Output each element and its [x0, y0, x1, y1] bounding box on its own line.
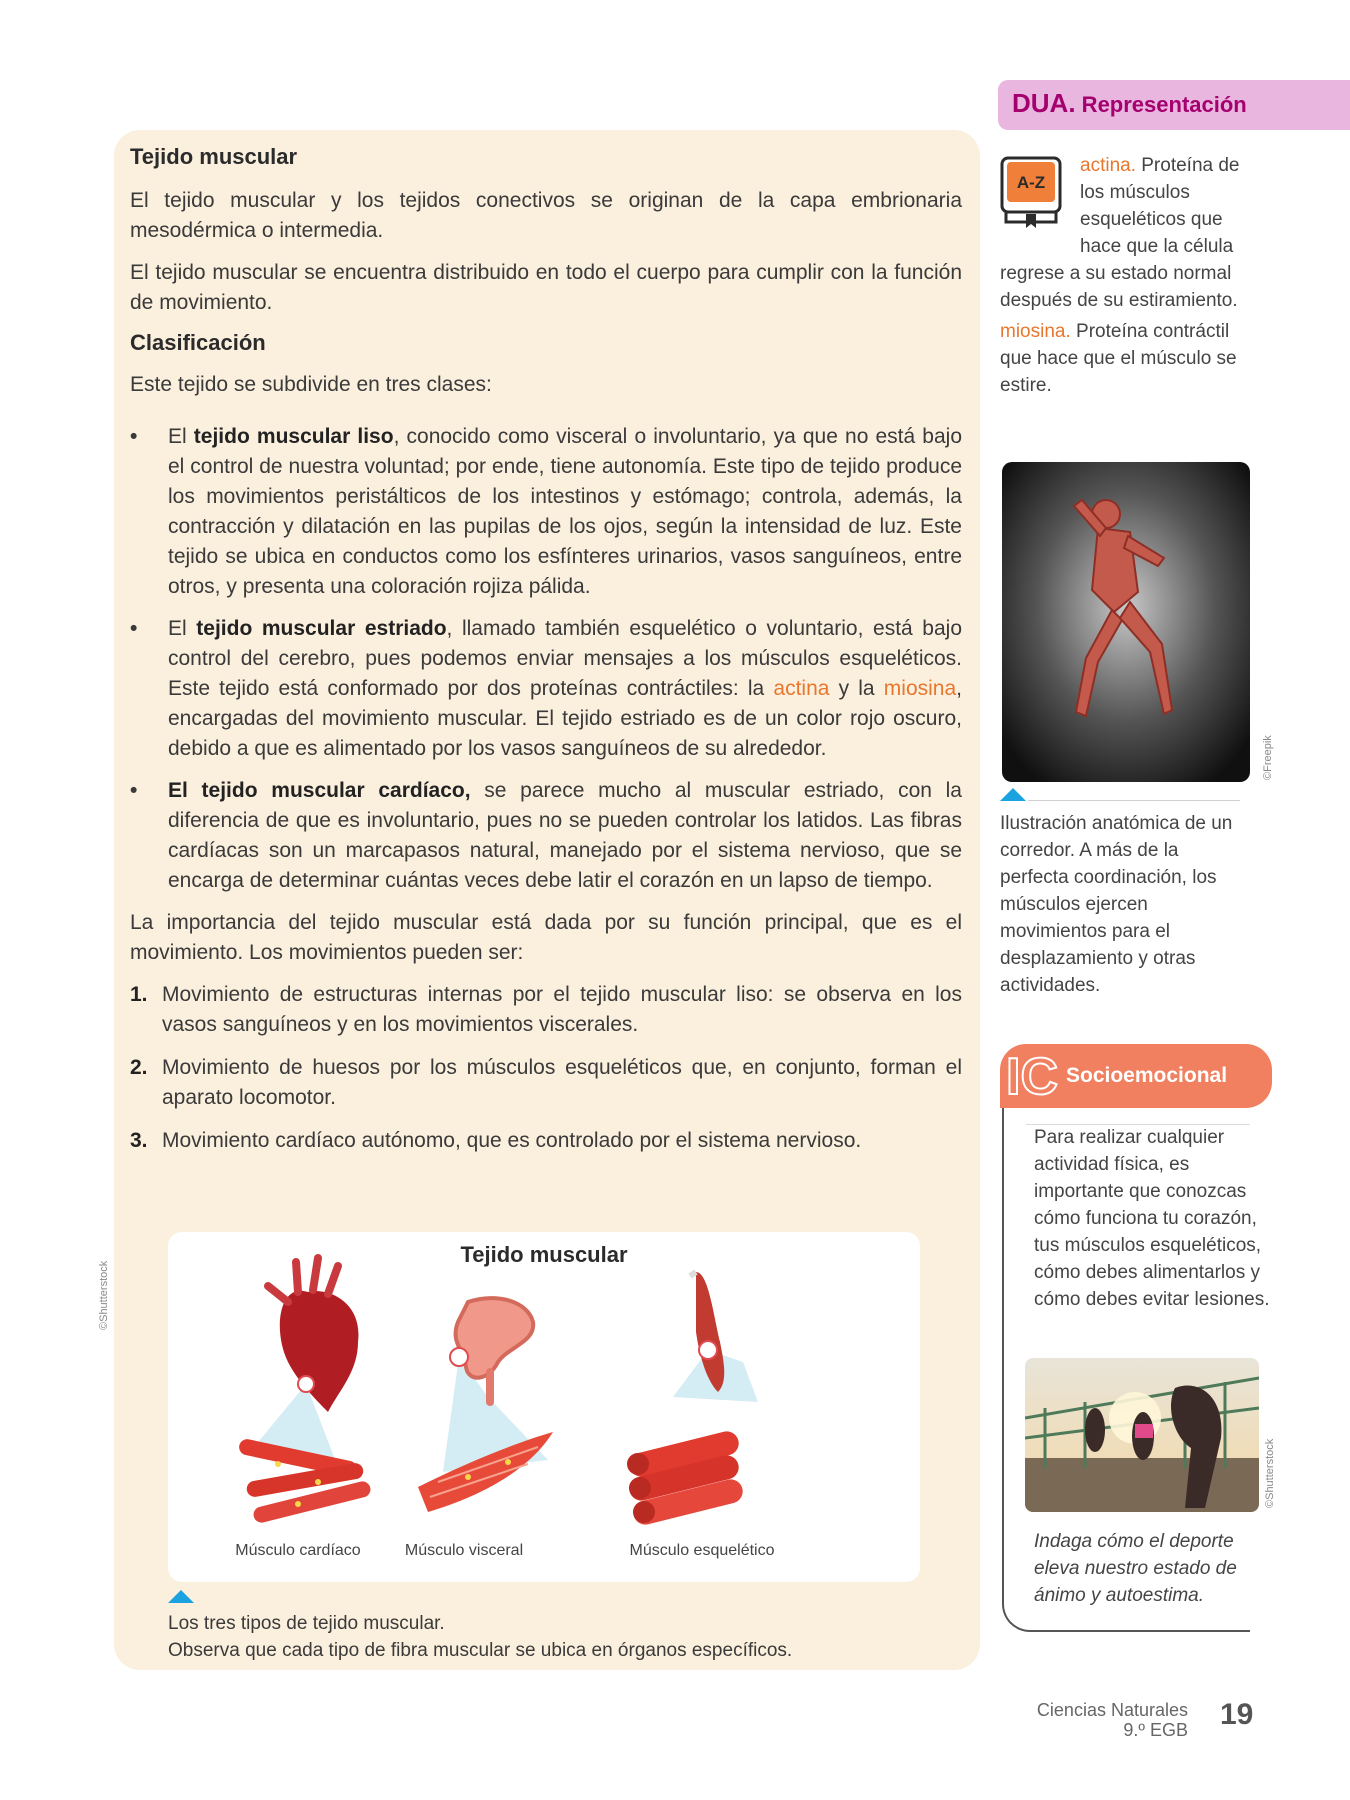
- definition-text: hace que la célula: [1080, 236, 1234, 257]
- bullet-symbol: •: [130, 617, 138, 640]
- label-visceral: Músculo visceral: [404, 1542, 524, 1559]
- caption-marker-icon: [1000, 788, 1026, 801]
- track-illustration: [1025, 1358, 1259, 1512]
- page-number: 19: [1220, 1698, 1254, 1731]
- list-item-striated-muscle: [130, 614, 962, 764]
- list-item-cardiac-muscle: [130, 776, 962, 896]
- figure-credit: ©Shutterstock: [98, 1260, 110, 1330]
- item-text: Movimiento de huesos por los músculos esqueléticos que, en conjunto, forman el aparato locomotor.: [162, 1056, 962, 1109]
- numbered-item: [130, 1126, 962, 1156]
- definition-miosina: [1000, 318, 1262, 399]
- definition-text: Proteína contráctil que hace que el músculo se estire.: [1000, 321, 1237, 396]
- bullet-term: El tejido muscular cardíaco,: [168, 779, 471, 802]
- bullet-symbol: •: [130, 425, 138, 448]
- muscle-types-list: [130, 422, 962, 896]
- figure-caption: [168, 1610, 792, 1664]
- bullet-text: se parece mucho al muscular estriado, con la diferencia de que es involuntario, pues no se pueden controlar los latidos. Las fibras cardíacas son un marcapasos natural, manejado por el sistema nervioso, que se encarga de determinar cuántas veces debe latir el corazón en un lapso de tiempo.: [168, 779, 962, 892]
- bullet-text: , encargadas del movimiento muscular. El tejido estriado es de un color rojo oscuro, debido a que es alimentado por los vasos sanguíneos de su alrededor.: [168, 677, 962, 760]
- runner-illustration: [1002, 462, 1250, 782]
- bullet-term: tejido muscular liso: [193, 425, 394, 448]
- ic-logo-icon: [1004, 1044, 1068, 1108]
- arm-muscle-illustration: [673, 1272, 758, 1402]
- figure-title: Tejido muscular: [460, 1242, 628, 1267]
- item-number: 1.: [130, 983, 148, 1006]
- dua-prefix: DUA.: [1012, 88, 1076, 118]
- label-cardiac: Músculo cardíaco: [235, 1542, 361, 1559]
- svg-text:IC: IC: [1006, 1048, 1058, 1106]
- definition-term: miosina.: [1000, 321, 1071, 342]
- definition-term: actina.: [1080, 155, 1136, 176]
- skeletal-fibers-illustration: [627, 1429, 745, 1527]
- bullet-text: y la: [829, 677, 884, 700]
- runners-track-photo: [1025, 1358, 1259, 1512]
- socioemotional-prompt: Indaga cómo el deporte eleva nuestro estado de ánimo y autoestima.: [1034, 1531, 1237, 1606]
- definition-actina-top: [1080, 152, 1260, 260]
- paragraph-origin: El tejido muscular y los tejidos conectivos se originan de la capa embrionaria mesodérmica o intermedia.: [130, 189, 962, 242]
- icon-text: A-Z: [1016, 173, 1046, 192]
- section-title: Tejido muscular: [130, 144, 298, 169]
- numbered-item: [130, 1053, 962, 1113]
- socioemotional-text: Para realizar cualquier actividad física, es importante que conozcas cómo funciona tu corazón, tus músculos esqueléticos, cómo debes alimentarlos y cómo debes evitar lesiones.: [1034, 1127, 1270, 1310]
- bullet-text: El: [168, 617, 197, 640]
- runner-anatomy-image: [1002, 462, 1250, 782]
- item-number: 3.: [130, 1129, 148, 1152]
- paragraph-importance: La importancia del tejido muscular está dada por su función principal, que es el movimiento. Los movimientos pueden ser:: [130, 911, 962, 964]
- item-number: 2.: [130, 1056, 148, 1079]
- item-text: Movimiento de estructuras internas por el tejido muscular liso: se observa en los vasos sanguíneos y en los movimientos viscerales.: [162, 983, 962, 1036]
- main-text-column: [130, 144, 962, 1169]
- dua-label: [1012, 88, 1247, 119]
- bullet-text: , conocido como visceral o involuntario, ya que no está bajo el control de nuestra voluntad; por ende, tiene autonomía. Este tipo de tejido produce los movimientos peristálticos de los intestinos y estómago; controla, además, la contracción y dilatación en las pupilas de los ojos, según la intensidad de luz. Este tejido se ubica en conductos como los esfínteres urinarios, vasos sanguíneos, entre otros, y presenta una coloración rojiza pálida.: [168, 425, 963, 598]
- movements-list: [130, 980, 962, 1156]
- numbered-item: [130, 980, 962, 1040]
- caption-divider: [1028, 800, 1240, 801]
- footer-grade: 9.º EGB: [1123, 1720, 1188, 1740]
- paragraph-distribution: El tejido muscular se encuentra distribuido en todo el cuerpo para cumplir con la función de movimiento.: [130, 261, 962, 314]
- dua-header: [998, 80, 1350, 130]
- figure-illustration: [168, 1232, 920, 1582]
- muscle-tissue-figure: [168, 1232, 920, 1582]
- glossary-term-miosina: miosina: [883, 677, 957, 700]
- dua-title: Representación: [1075, 92, 1247, 117]
- runner-caption: Ilustración anatómica de un corredor. A más de la perfecta coordinación, los músculos ejercen movimientos para el desplazamiento y otras actividades.: [1000, 813, 1233, 996]
- definition-actina-bottom: regrese a su estado normal después de su estiramiento.: [1000, 263, 1238, 311]
- definition-text: Proteína de: [1135, 155, 1240, 176]
- definition-text: los músculos: [1080, 182, 1190, 203]
- item-text: Movimiento cardíaco autónomo, que es controlado por el sistema nervioso.: [162, 1129, 862, 1152]
- bullet-text: , llamado también esquelético o voluntario, está bajo control del cerebro, pues podemos enviar mensajes a los músculos esqueléticos. Este tejido está conformado por dos proteínas contráctiles: la: [168, 617, 963, 700]
- caption-marker-icon: [168, 1590, 194, 1603]
- list-item-smooth-muscle: [130, 422, 962, 602]
- glossary-book-icon: [1000, 156, 1062, 230]
- socioemotional-header: [1000, 1044, 1272, 1108]
- bullet-symbol: •: [130, 779, 138, 802]
- bullet-text: El: [168, 425, 194, 448]
- definition-text: esqueléticos que: [1080, 209, 1223, 230]
- footer-subject: Ciencias Naturales: [1036, 1700, 1188, 1720]
- label-skeletal: Músculo esquelético: [629, 1542, 775, 1559]
- paragraph-classes-intro: Este tejido se subdivide en tres clases:: [130, 373, 492, 396]
- subsection-title: Clasificación: [130, 330, 266, 355]
- caption-line-2: Observa que cada tipo de fibra muscular se ubica en órganos específicos.: [168, 1640, 793, 1661]
- bullet-term: tejido muscular estriado: [196, 617, 447, 640]
- runner-credit: ©Freepik: [1262, 735, 1274, 780]
- caption-line-1: Los tres tipos de tejido muscular.: [168, 1613, 445, 1634]
- glossary-term-actina: actina: [773, 677, 830, 700]
- heart-illustration: [250, 1258, 358, 1462]
- socioemotional-title: Socioemocional: [1066, 1064, 1228, 1087]
- track-credit: ©Shutterstock: [1264, 1438, 1276, 1508]
